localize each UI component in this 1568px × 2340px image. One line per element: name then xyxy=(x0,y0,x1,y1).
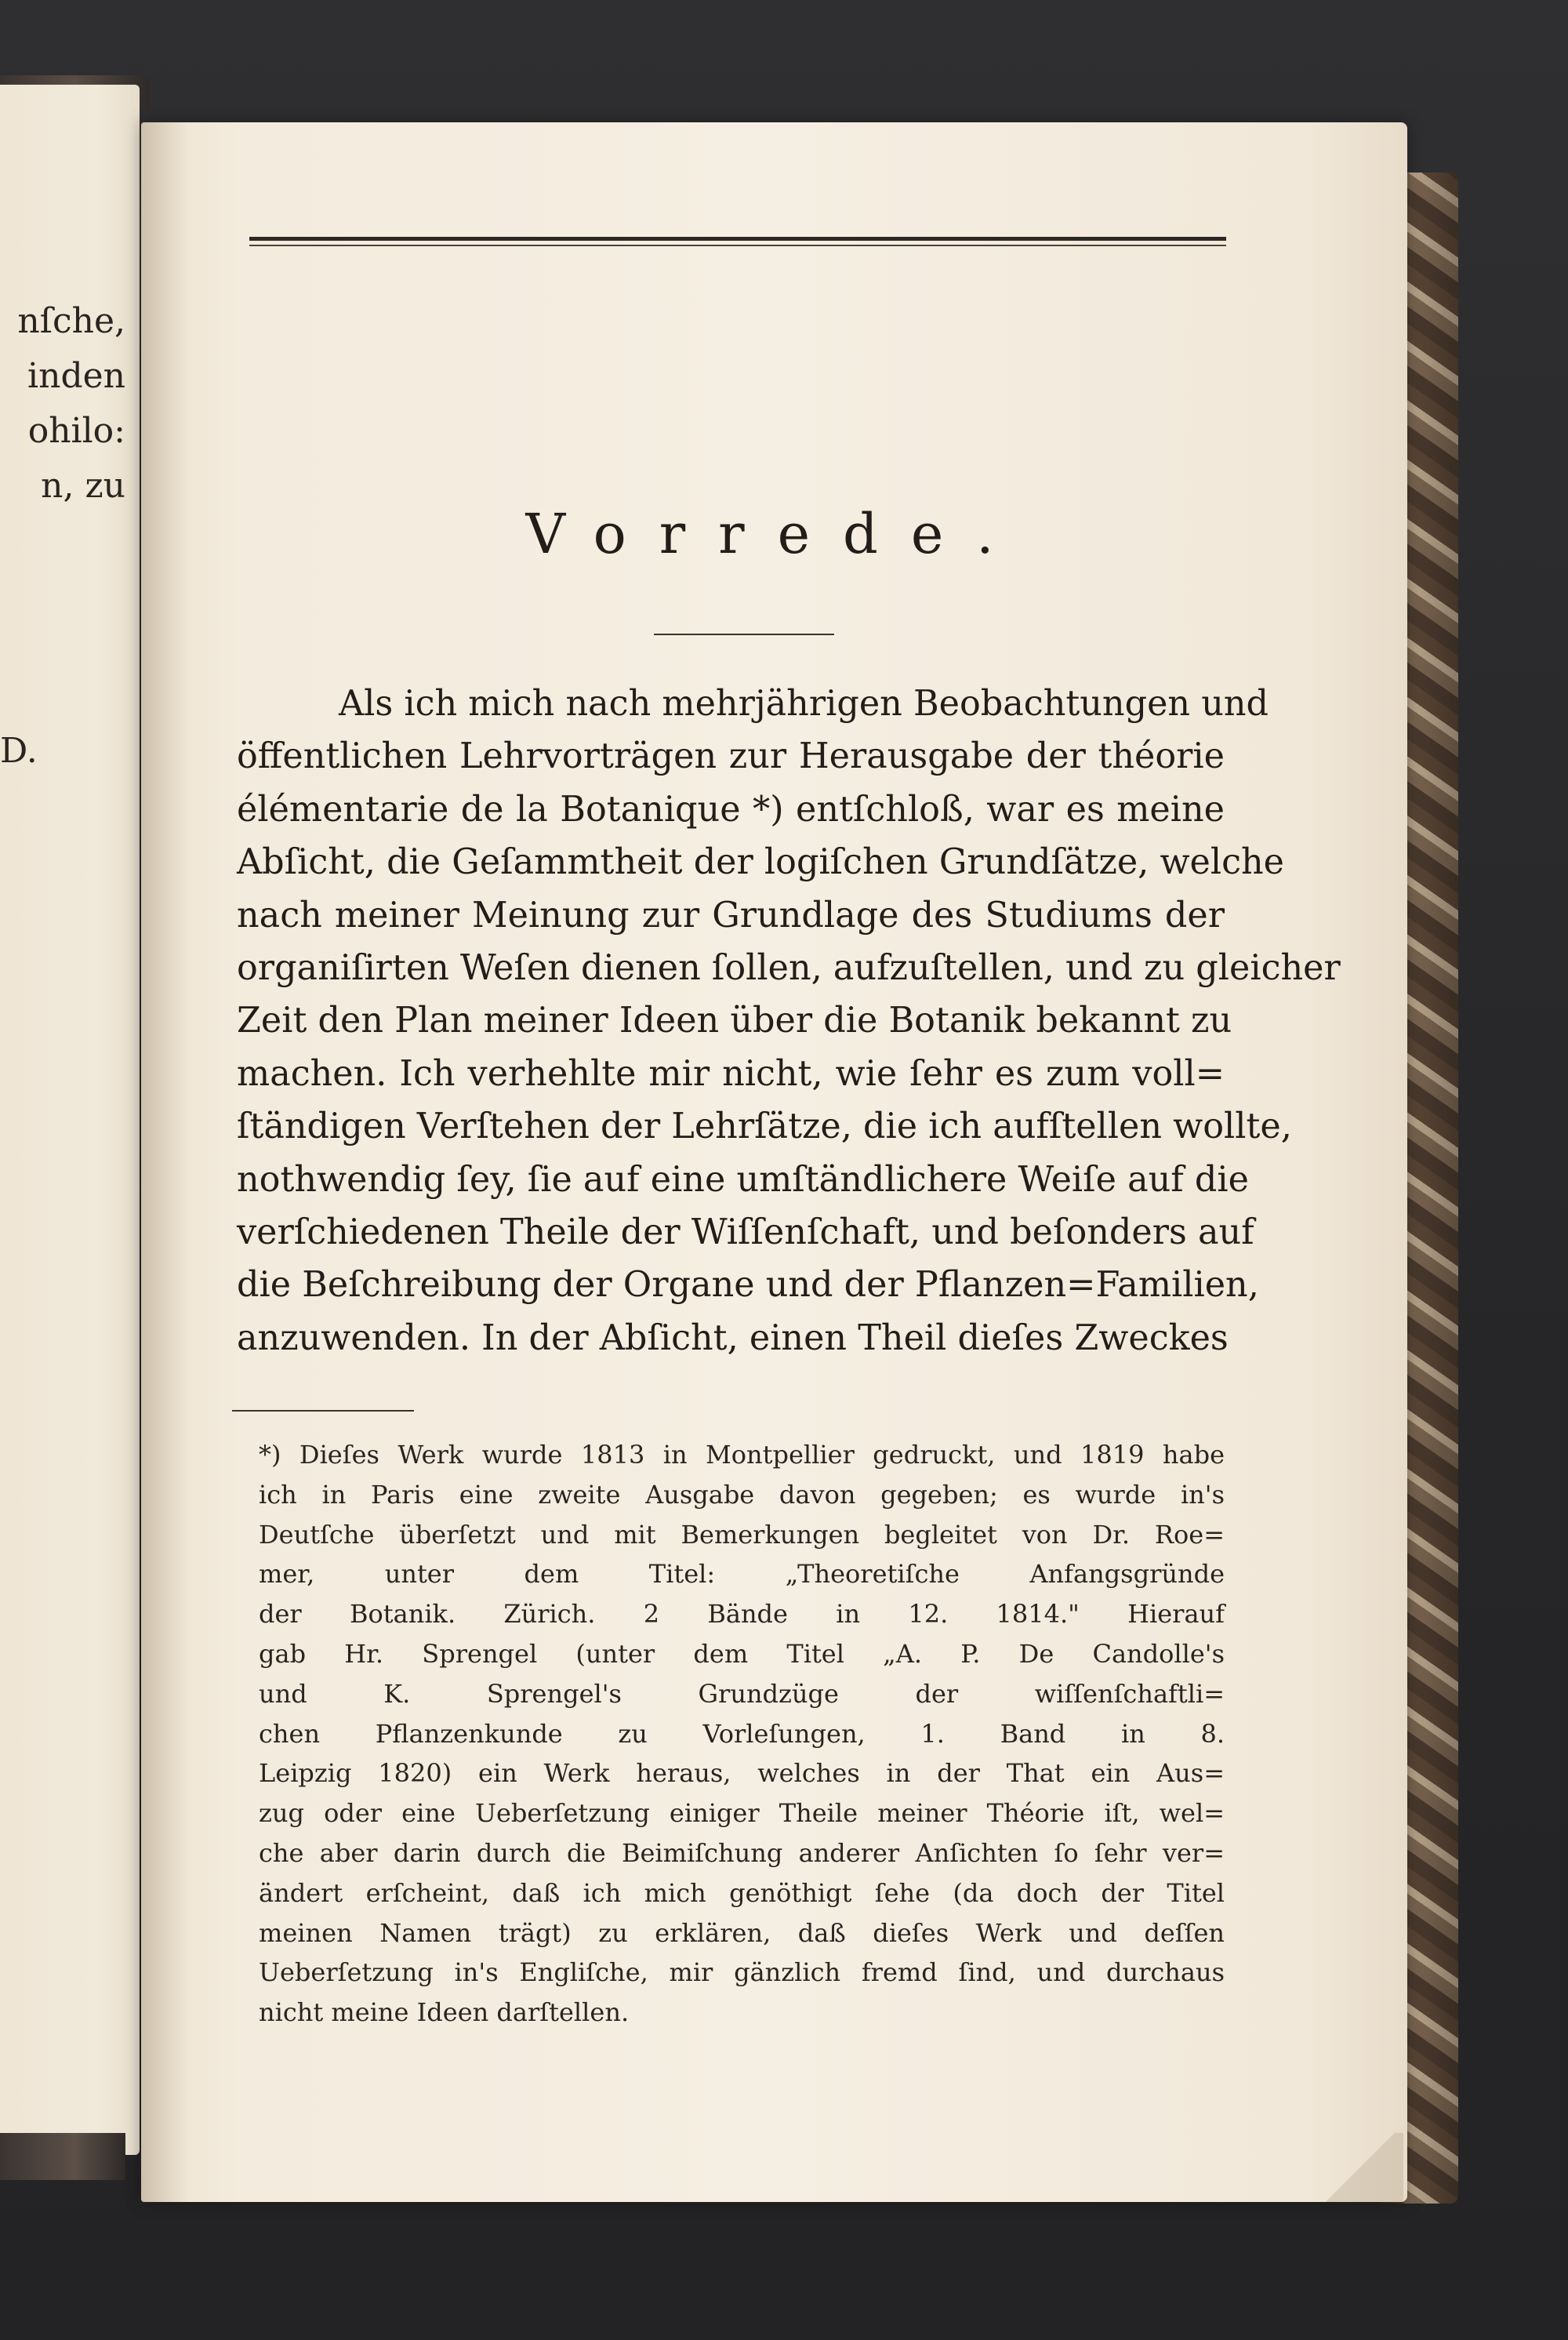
body-line: öffentlichen Lehrvorträgen zur Herausgabe der théorie xyxy=(237,736,1225,777)
footnote-line: mer, unter dem Titel: „Theoretiſche Anfangsgründe xyxy=(259,1559,1225,1590)
footnote-line: ändert erſcheint, daß ich mich genöthigt ſehe (da doch der Titel xyxy=(259,1877,1225,1908)
footnote-line: gab Hr. Sprengel (unter dem Titel „A. P. De Candolle's xyxy=(259,1638,1225,1669)
header-rule xyxy=(249,237,1226,241)
left-page-fragment: ohilo: xyxy=(27,411,125,451)
footnote xyxy=(259,1435,1225,2033)
footnote-line: Deutſche überſetzt und mit Bemerkungen begleitet von Dr. Roe= xyxy=(259,1519,1225,1550)
body-line: organiſirten Weſen dienen ſollen, aufzuſtellen, und zu gleicher xyxy=(237,947,1341,988)
body-line: verſchiedenen Theile der Wiſſenſchaft, und beſonders auf xyxy=(237,1212,1254,1252)
footnote-line: che aber darin durch die Beimiſchung anderer Anſichten ſo ſehr ver= xyxy=(259,1837,1225,1868)
left-page-fragment: nſche, xyxy=(17,301,125,341)
title-rule xyxy=(654,634,834,635)
body-line: die Beſchreibung der Organe und der Pflanzen=Familien, xyxy=(237,1265,1259,1306)
body-line: ſtändigen Verſtehen der Lehrſätze, die ich aufſtellen wollte, xyxy=(237,1106,1292,1147)
page-corner xyxy=(1317,2133,1403,2202)
body-line: nothwendig ſey, ſie auf eine umſtändlichere Weiſe auf die xyxy=(237,1159,1249,1200)
footnote-line: Ueberſetzung in's Engliſche, mir gänzlich fremd ſind, und durchaus xyxy=(259,1957,1225,1988)
footnote-line: *) Dieſes Werk wurde 1813 in Montpellier gedruckt, und 1819 habe xyxy=(259,1440,1225,1470)
footnote-line: nicht meine Ideen darſtellen. xyxy=(259,1997,630,2028)
footnote-rule xyxy=(232,1410,414,1412)
footnote-line: meinen Namen trägt) zu erklären, daß dieſes Werk und deſſen xyxy=(259,1917,1225,1948)
body-line: anzuwenden. In der Abſicht, einen Theil dieſes Zweckes xyxy=(237,1317,1229,1358)
footnote-line: ich in Paris eine zweite Ausgabe davon gegeben; es wurde in's xyxy=(259,1479,1225,1510)
footnote-line: der Botanik. Zürich. 2 Bände in 12. 1814." Hierauf xyxy=(259,1599,1225,1630)
footnote-line: Leipzig 1820) ein Werk heraus, welches in der That ein Aus= xyxy=(259,1758,1225,1789)
body-text xyxy=(237,678,1341,1364)
left-page-fragment: D. xyxy=(0,731,38,771)
body-line: élémentarie de la Botanique *) entſchloß, war es meine xyxy=(237,789,1225,830)
page-gutter-shadow xyxy=(141,122,188,2202)
body-line: Abſicht, die Geſammtheit der logiſchen Grundſätze, welche xyxy=(237,842,1285,883)
left-page-edge-bottom xyxy=(0,2133,125,2180)
body-line: nach meiner Meinung zur Grundlage des Studiums der xyxy=(237,895,1225,936)
left-page-fragment: inden xyxy=(27,356,125,396)
body-line: Zeit den Plan meiner Ideen über die Botanik bekannt zu xyxy=(237,1001,1232,1041)
body-line: machen. Ich verhehlte mir nicht, wie ſehr es zum voll= xyxy=(237,1053,1225,1094)
footnote-line: chen Pflanzenkunde zu Vorleſungen, 1. Band in 8. xyxy=(259,1718,1225,1749)
footnote-line: und K. Sprengel's Grundzüge der wiſſenſchaftli= xyxy=(259,1678,1225,1709)
body-line: Als ich mich nach mehrjährigen Beobachtungen und xyxy=(339,684,1269,724)
left-page-fragment: n, zu xyxy=(41,466,125,506)
page-title: Vorrede. xyxy=(525,502,1027,566)
header-rule-thin xyxy=(249,245,1226,246)
footnote-line: zug oder eine Ueberſetzung einiger Theile meiner Théorie iſt, wel= xyxy=(259,1798,1225,1829)
